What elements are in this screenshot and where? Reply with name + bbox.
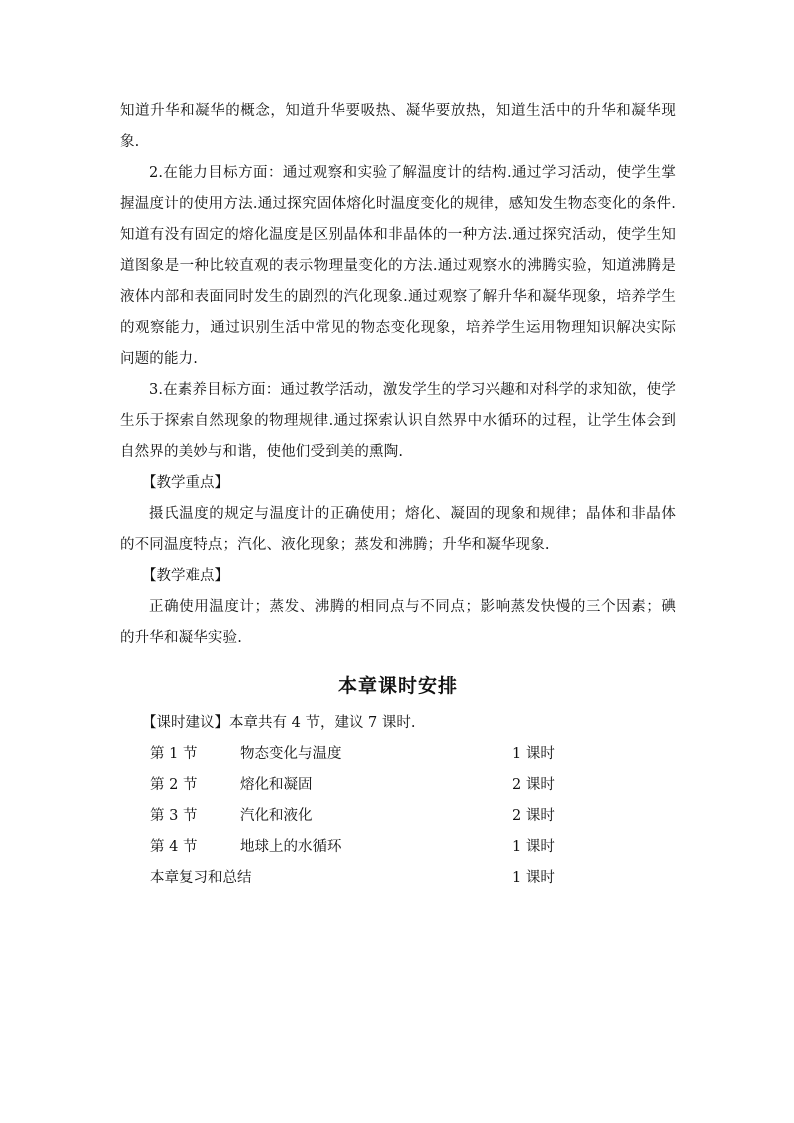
schedule-title: 本章课时安排 (337, 675, 458, 697)
hours-suggestion-text: 本章共有 4 节，建议 7 课时. (229, 715, 416, 731)
section-number: 第 2 节 (150, 777, 198, 793)
schedule-list (120, 739, 676, 894)
schedule-row (120, 739, 676, 770)
section-name: 物态变化与温度 (240, 746, 342, 762)
section-hours: 1 课时 (512, 746, 555, 762)
difficult-points-heading: 【教学难点】 (142, 568, 229, 584)
key-points-heading: 【教学重点】 (142, 475, 229, 491)
schedule-row (120, 832, 676, 863)
schedule-review-row (120, 863, 676, 894)
review-name: 本章复习和总结 (150, 870, 252, 886)
ability-objectives-paragraph: 2.在能力目标方面：通过观察和实验了解温度计的结构.通过学习活动，使学生掌握温度计的使用方法.通过探究固体熔化时温度变化的规律，感知发生物态变化的条件.知道有没有固定的熔化温度是区别晶体和非晶体的一种方法.通过探究活动，使学生知道图象是一种比较直观的表示物理量变化的方法.通过观察水的沸腾实验，知道沸腾是液体内部和表面同时发生的剧烈的汽化现象.通过观察了解升华和凝华现象，培养学生的观察能力，通过识别生活中常见的物态变化现象，培养学生运用物理知识解决实际问题的能力. (120, 165, 676, 367)
section-name: 汽化和液化 (240, 808, 313, 824)
section-name: 熔化和凝固 (240, 777, 313, 793)
difficult-points-text: 正确使用温度计；蒸发、沸腾的相同点与不同点；影响蒸发快慢的三个因素；碘的升华和凝华实验. (120, 599, 676, 646)
review-hours: 1 课时 (512, 870, 555, 886)
hours-suggestion (120, 708, 676, 739)
schedule-row (120, 801, 676, 832)
section-hours: 2 课时 (512, 777, 555, 793)
document-body (120, 96, 676, 894)
section-name: 地球上的水循环 (240, 839, 342, 855)
hours-suggestion-label: 【课时建议】 (142, 715, 229, 731)
section-number: 第 4 节 (150, 839, 198, 855)
schedule-row (120, 770, 676, 801)
objectives-paragraph-1: 知道升华和凝华的概念，知道升华要吸热、凝华要放热，知道生活中的升华和凝华现象. (120, 103, 676, 150)
section-number: 第 1 节 (150, 746, 198, 762)
literacy-objectives-paragraph: 3.在素养目标方面：通过教学活动，激发学生的学习兴趣和对科学的求知欲，使学生乐于探索自然现象的物理规律.通过探索认识自然界中水循环的过程，让学生体会到自然界的美妙与和谐，使他们受到美的熏陶. (120, 382, 676, 460)
section-hours: 2 课时 (512, 808, 555, 824)
section-number: 第 3 节 (150, 808, 198, 824)
section-hours: 1 课时 (512, 839, 555, 855)
key-points-text: 摄氏温度的规定与温度计的正确使用；熔化、凝固的现象和规律；晶体和非晶体的不同温度特点；汽化、液化现象；蒸发和沸腾；升华和凝华现象. (120, 506, 676, 553)
